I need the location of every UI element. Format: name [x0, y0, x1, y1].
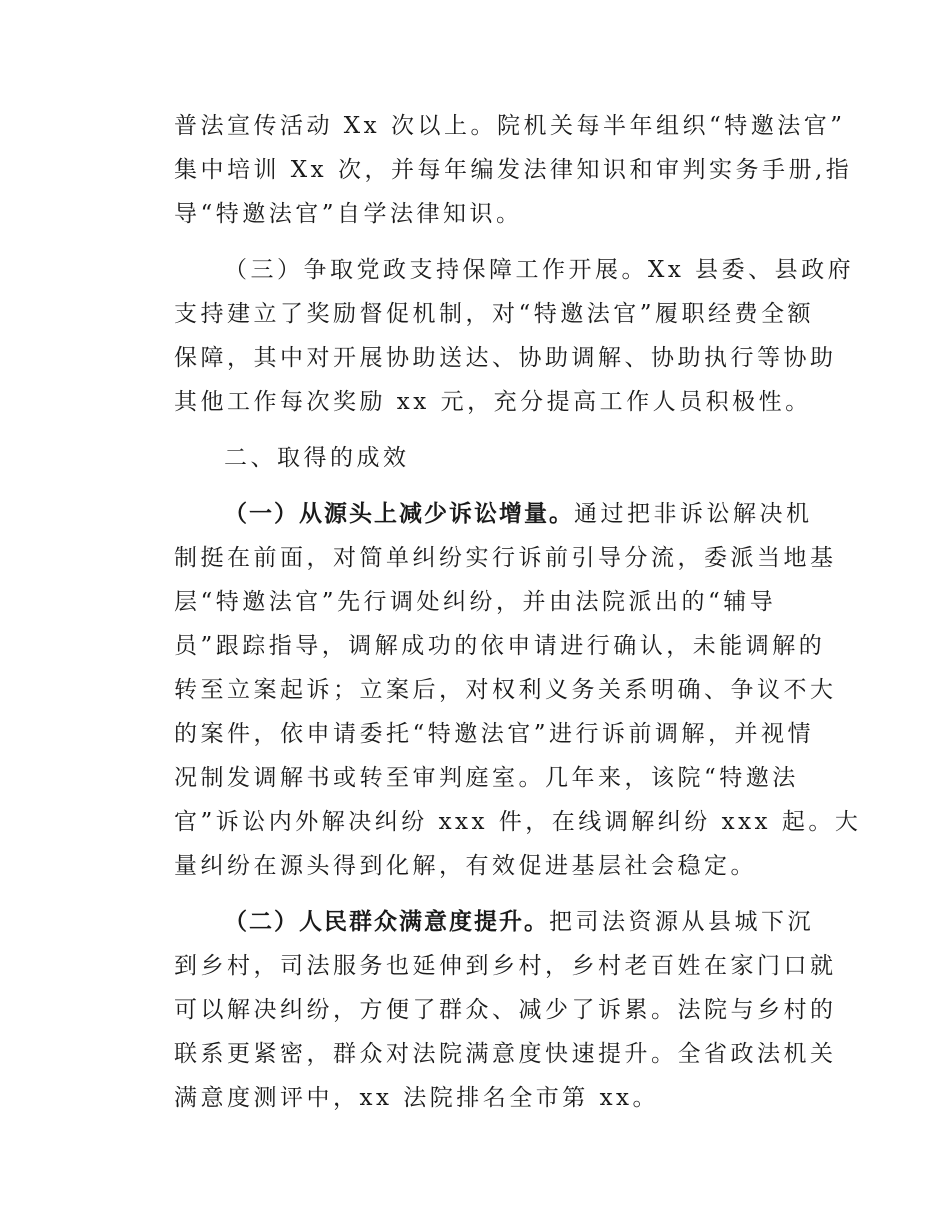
- paragraph-line: 到乡村，司法服务也延伸到乡村，乡村老百姓在家门口就: [174, 953, 837, 979]
- paragraph-line: 联系更紧密，群众对法院满意度快速提升。全省政法机关: [174, 1041, 837, 1067]
- paragraph-first-line: [224, 499, 813, 529]
- paragraph-line: 的案件，依申请委托“特邀法官”进行诉前调解，并视情: [174, 721, 815, 747]
- paragraph-lead-title: （一）从源头上减少诉讼增量。: [224, 501, 574, 527]
- paragraph-lead-text: 通过把非诉讼解决机: [574, 501, 813, 527]
- paragraph-lead-text: 把司法资源从县城下沉: [549, 909, 814, 935]
- paragraph-line: 支持建立了奖励督促机制，对“特邀法官”履职经费全额: [174, 301, 815, 327]
- section-heading: 二、取得的成效: [224, 445, 410, 471]
- paragraph-line: 层“特邀法官”先行调处纠纷，并由法院派出的“辅导: [174, 589, 777, 615]
- paragraph-lead-title: （二）人民群众满意度提升。: [224, 909, 549, 935]
- paragraph-line: 转至立案起诉；立案后，对权利义务关系明确、争议不大: [174, 677, 837, 703]
- paragraph-line: 集中培训 Xx 次，并每年编发法律知识和审判实务手册,指: [174, 157, 853, 183]
- paragraph-line: 可以解决纠纷，方便了群众、减少了诉累。法院与乡村的: [174, 997, 837, 1023]
- paragraph-line: （三）争取党政支持保障工作开展。Xx 县委、县政府: [224, 257, 855, 283]
- paragraph-line: 员”跟踪指导，调解成功的依申请进行确认，未能调解的: [174, 633, 826, 659]
- paragraph-line: 其他工作每次奖励 xx 元，充分提高工作人员积极性。: [174, 389, 812, 415]
- paragraph-line: 导“特邀法官”自学法律知识。: [174, 201, 523, 227]
- paragraph-line: 官”诉讼内外解决纠纷 xxx 件，在线调解纠纷 xxx 起。大: [174, 809, 862, 835]
- paragraph-line: 满意度测评中，xx 法院排名全市第 xx。: [174, 1085, 660, 1111]
- paragraph-line: 制挺在前面，对简单纠纷实行诉前引导分流，委派当地基: [174, 545, 837, 571]
- paragraph-line: 况制发调解书或转至审判庭室。几年来，该院“特邀法: [174, 765, 799, 791]
- paragraph-line: 量纠纷在源头得到化解，有效促进基层社会稳定。: [174, 853, 757, 879]
- paragraph-line: 保障，其中对开展协助送达、协助调解、协助执行等协助: [174, 345, 837, 371]
- paragraph-first-line: [224, 907, 814, 937]
- paragraph-line: 普法宣传活动 Xx 次以上。院机关每半年组织“特邀法官”: [174, 113, 846, 139]
